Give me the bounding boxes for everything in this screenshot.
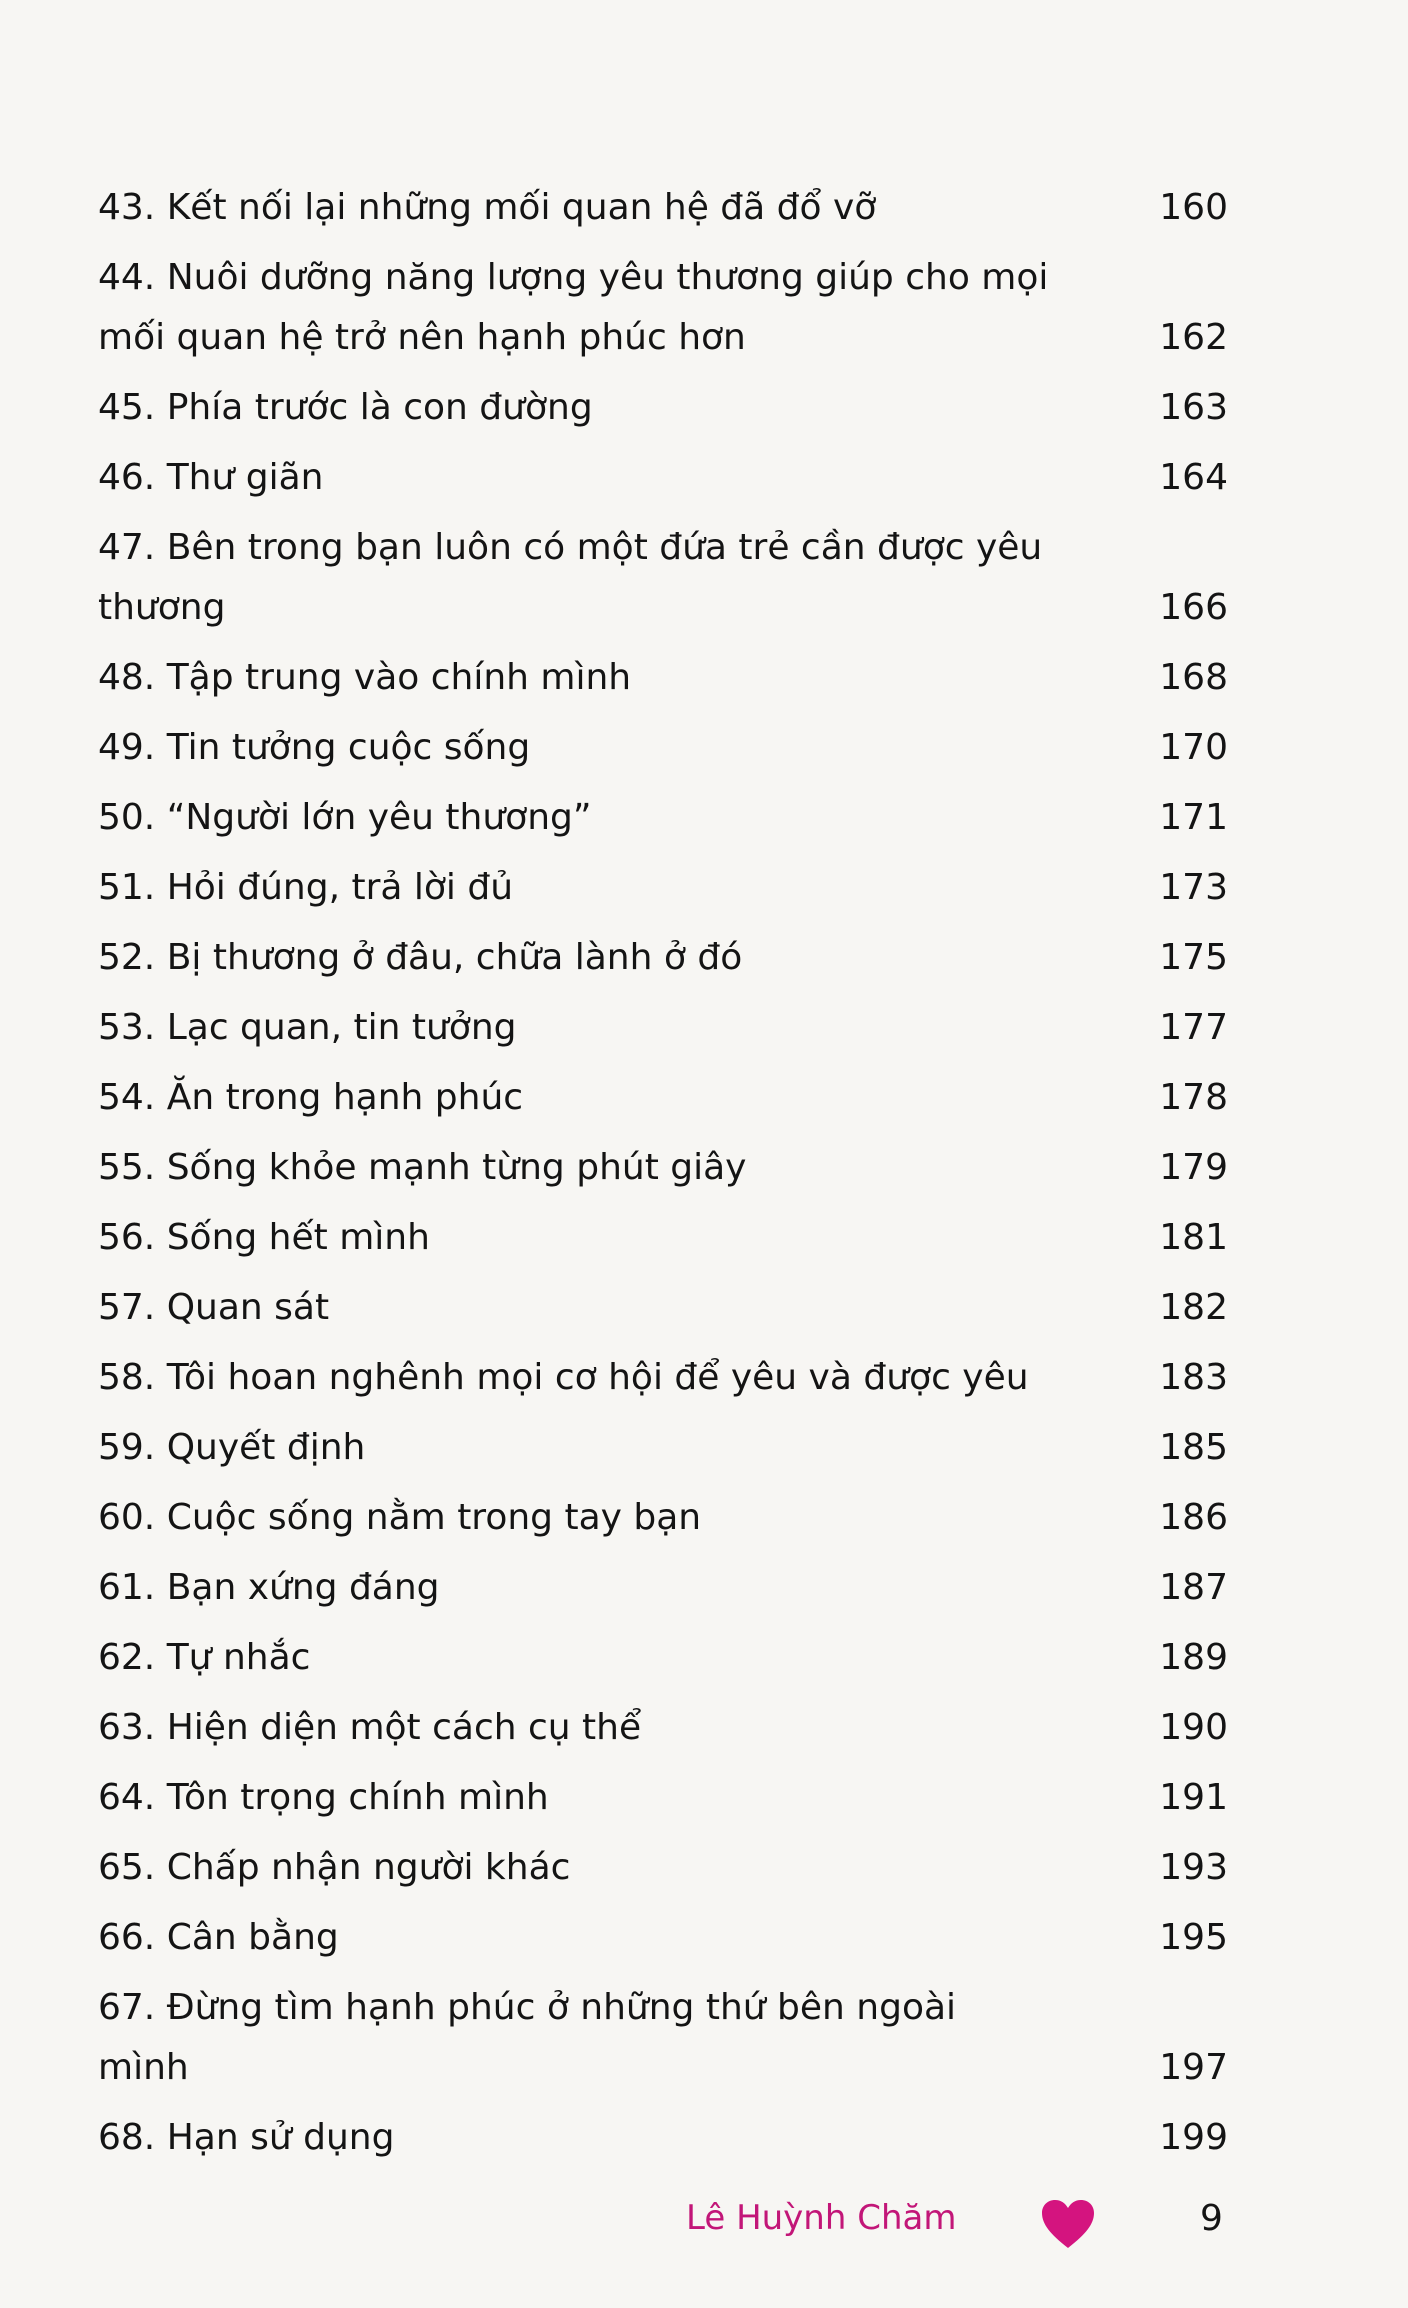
toc-entry-title: 50. “Người lớn yêu thương” [98, 797, 592, 838]
toc-entry-title: 49. Tin tưởng cuộc sống [98, 727, 531, 768]
toc-entry-page: 175 [1159, 937, 1228, 978]
toc-entry [98, 2108, 1228, 2168]
toc-entry-title: 46. Thư giãn [98, 457, 324, 498]
toc-entry-page: 168 [1159, 657, 1228, 698]
toc-entry-title: 51. Hỏi đúng, trả lời đủ [98, 867, 514, 908]
toc-entry-title: 62. Tự nhắc [98, 1637, 311, 1678]
toc-entry-page: 182 [1159, 1287, 1228, 1328]
toc-entry-page: 181 [1159, 1217, 1228, 1258]
toc-entry [98, 1418, 1228, 1478]
toc-entry [98, 1628, 1228, 1688]
toc-entry-page: 187 [1159, 1567, 1228, 1608]
table-of-contents [98, 178, 1228, 2178]
toc-entry-page: 178 [1159, 1077, 1228, 1118]
toc-entry-page: 185 [1159, 1427, 1228, 1468]
toc-entry [98, 1488, 1228, 1548]
page-footer [0, 2190, 1408, 2260]
toc-entry-page: 171 [1159, 797, 1228, 838]
toc-entry-page: 162 [1159, 317, 1228, 358]
toc-entry-page: 190 [1159, 1707, 1228, 1748]
toc-entry [98, 788, 1228, 848]
toc-entry [98, 1838, 1228, 1898]
toc-entry [98, 998, 1228, 1058]
toc-entry-title: 59. Quyết định [98, 1427, 366, 1468]
toc-entry [98, 1908, 1228, 1968]
toc-entry [98, 178, 1228, 238]
toc-entry [98, 1698, 1228, 1758]
toc-entry-page: 166 [1159, 587, 1228, 628]
toc-entry-page: 163 [1159, 387, 1228, 428]
toc-entry [98, 718, 1228, 778]
toc-entry [98, 248, 1228, 368]
toc-entry-title: 55. Sống khỏe mạnh từng phút giây [98, 1147, 747, 1188]
toc-entry-title: 45. Phía trước là con đường [98, 387, 593, 428]
toc-entry-page: 197 [1159, 2047, 1228, 2088]
toc-entry-title: 61. Bạn xứng đáng [98, 1567, 440, 1608]
toc-entry [98, 1558, 1228, 1618]
toc-entry-title: 43. Kết nối lại những mối quan hệ đã đổ vỡ [98, 187, 877, 228]
toc-entry [98, 858, 1228, 918]
toc-entry-title: 68. Hạn sử dụng [98, 2117, 395, 2158]
toc-entry-title: 64. Tôn trọng chính mình [98, 1777, 549, 1818]
toc-entry-page: 164 [1159, 457, 1228, 498]
toc-entry-title: 56. Sống hết mình [98, 1217, 430, 1258]
toc-entry [98, 448, 1228, 508]
toc-entry-title: 67. Đừng tìm hạnh phúc ở những thứ bên ngoài mình [98, 1987, 957, 2088]
toc-entry [98, 518, 1228, 638]
toc-entry-page: 170 [1159, 727, 1228, 768]
toc-entry [98, 648, 1228, 708]
toc-entry-title: 48. Tập trung vào chính mình [98, 657, 632, 698]
toc-entry-title: 58. Tôi hoan nghênh mọi cơ hội để yêu và được yêu [98, 1357, 1029, 1398]
toc-entry [98, 1068, 1228, 1128]
author-name: Lê Huỳnh Chăm [686, 2198, 957, 2238]
toc-entry-title: 65. Chấp nhận người khác [98, 1847, 571, 1888]
toc-entry-page: 160 [1159, 187, 1228, 228]
toc-entry-page: 193 [1159, 1847, 1228, 1888]
toc-entry-title: 57. Quan sát [98, 1287, 330, 1328]
toc-entry-title: 54. Ăn trong hạnh phúc [98, 1077, 524, 1118]
toc-entry-page: 173 [1159, 867, 1228, 908]
toc-entry-page: 179 [1159, 1147, 1228, 1188]
toc-entry-title: 60. Cuộc sống nằm trong tay bạn [98, 1497, 702, 1538]
page-number: 9 [1200, 2198, 1223, 2239]
toc-entry [98, 1208, 1228, 1268]
toc-entry-title: 44. Nuôi dưỡng năng lượng yêu thương giúp cho mọi mối quan hệ trở nên hạnh phúc hơn [98, 257, 1049, 358]
toc-entry-title: 47. Bên trong bạn luôn có một đứa trẻ cần được yêu thương [98, 527, 1043, 628]
toc-entry [98, 928, 1228, 988]
toc-entry-title: 52. Bị thương ở đâu, chữa lành ở đó [98, 937, 743, 978]
toc-entry-title: 66. Cân bằng [98, 1917, 339, 1958]
toc-entry [98, 1978, 1228, 2098]
heart-icon [1040, 2198, 1096, 2250]
toc-entry [98, 1278, 1228, 1338]
toc-entry-page: 189 [1159, 1637, 1228, 1678]
toc-entry-page: 199 [1159, 2117, 1228, 2158]
toc-entry-page: 183 [1159, 1357, 1228, 1398]
toc-entry-page: 177 [1159, 1007, 1228, 1048]
toc-entry [98, 378, 1228, 438]
toc-entry-page: 191 [1159, 1777, 1228, 1818]
toc-entry-title: 53. Lạc quan, tin tưởng [98, 1007, 517, 1048]
toc-entry [98, 1348, 1228, 1408]
toc-entry-page: 195 [1159, 1917, 1228, 1958]
toc-entry-title: 63. Hiện diện một cách cụ thể [98, 1707, 642, 1748]
toc-entry [98, 1768, 1228, 1828]
toc-entry [98, 1138, 1228, 1198]
toc-entry-page: 186 [1159, 1497, 1228, 1538]
